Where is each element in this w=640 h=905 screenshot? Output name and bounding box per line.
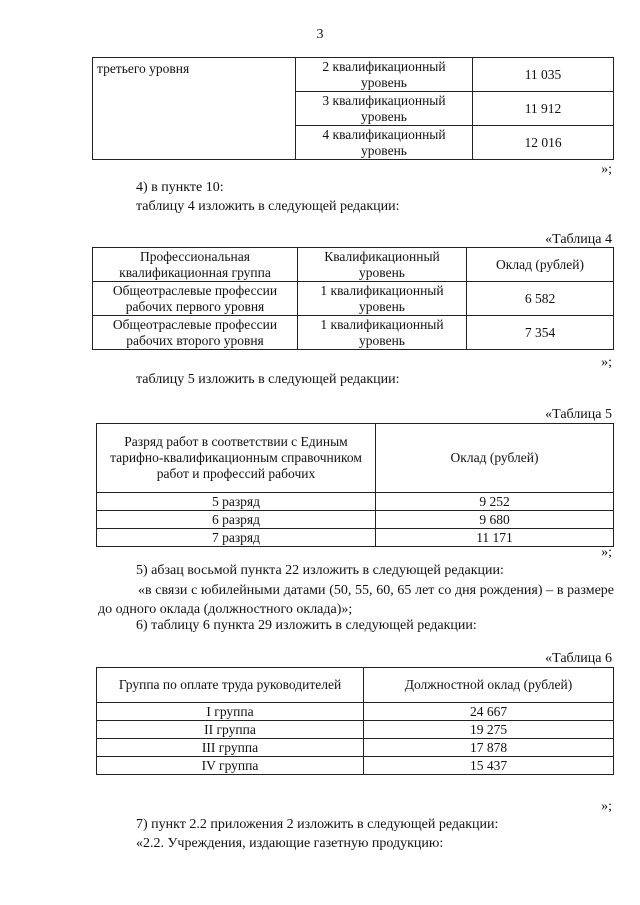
closing-quote: »; [601, 545, 612, 560]
table-cell-salary: 11 171 [376, 529, 614, 547]
table-row [97, 703, 614, 721]
closing-quote: »; [601, 799, 612, 814]
table-header: Должностной оклад (рублей) [364, 668, 614, 703]
table-cell-group: IV группа [97, 757, 364, 775]
table-header: Квалификационный уровень [298, 248, 467, 282]
table-header: Оклад (рублей) [376, 424, 614, 493]
table-header: Группа по оплате труда руководителей [97, 668, 364, 703]
table-cell-salary: 9 680 [376, 511, 614, 529]
table-cell-level: 1 квалификационный уровень [298, 316, 467, 350]
closing-quote: »; [601, 162, 612, 177]
table-3-continuation [92, 57, 614, 160]
table-cell-salary: 9 252 [376, 493, 614, 511]
table-cell-level: 2 квалификационный уровень [296, 58, 473, 92]
table-row [97, 511, 614, 529]
table-cell-group: третьего уровня [93, 58, 296, 160]
table-header: Разряд работ в соответствии с Единым тарифно-квалификационным справочником работ и профессий рабочих [97, 424, 376, 493]
table-5-intro: таблицу 5 изложить в следующей редакции: [136, 372, 400, 387]
table-row [97, 721, 614, 739]
item-5-heading: 5) абзац восьмой пункта 22 изложить в следующей редакции: [136, 563, 504, 578]
table-row [93, 316, 614, 350]
table-cell-salary: 11 912 [473, 92, 614, 126]
table-cell-group: Общеотраслевые профессии рабочих первого уровня [93, 282, 298, 316]
table-6-caption: «Таблица 6 [545, 651, 612, 666]
item-4-text: таблицу 4 изложить в следующей редакции: [136, 199, 400, 214]
item-7-heading: 7) пункт 2.2 приложения 2 изложить в следующей редакции: [136, 817, 499, 832]
table-cell-salary: 7 354 [467, 316, 614, 350]
item-7-quote: «2.2. Учреждения, издающие газетную продукцию: [136, 836, 444, 851]
closing-quote: »; [601, 355, 612, 370]
table-cell-level: 4 квалификационный уровень [296, 126, 473, 160]
table-cell-group: II группа [97, 721, 364, 739]
table-5-caption: «Таблица 5 [545, 407, 612, 422]
table-row [97, 757, 614, 775]
table-4 [92, 247, 614, 350]
table-cell-salary: 17 878 [364, 739, 614, 757]
table-header: Профессиональная квалификационная группа [93, 248, 298, 282]
table-cell-salary: 12 016 [473, 126, 614, 160]
table-cell-salary: 6 582 [467, 282, 614, 316]
table-cell-salary: 19 275 [364, 721, 614, 739]
item-5-quote: «в связи с юбилейными датами (50, 55, 60, 65 лет со дня рождения) – в размере до одного оклада (должностного оклада)»; [98, 583, 614, 617]
item-4-heading: 4) в пункте 10: [136, 180, 224, 195]
table-6 [96, 667, 614, 775]
table-row [97, 493, 614, 511]
table-cell-group: III группа [97, 739, 364, 757]
table-row [93, 282, 614, 316]
table-cell-group: I группа [97, 703, 364, 721]
table-cell-level: 1 квалификационный уровень [298, 282, 467, 316]
table-cell-level: 3 квалификационный уровень [296, 92, 473, 126]
table-cell-grade: 5 разряд [97, 493, 376, 511]
table-row [97, 529, 614, 547]
table-cell-group: Общеотраслевые профессии рабочих второго уровня [93, 316, 298, 350]
table-cell-salary: 11 035 [473, 58, 614, 92]
table-4-caption: «Таблица 4 [545, 232, 612, 247]
table-cell-salary: 15 437 [364, 757, 614, 775]
item-6-heading: 6) таблицу 6 пункта 29 изложить в следующей редакции: [136, 618, 477, 633]
table-cell-grade: 7 разряд [97, 529, 376, 547]
page-number: 3 [316, 27, 324, 42]
table-5 [96, 423, 614, 547]
table-header: Оклад (рублей) [467, 248, 614, 282]
table-cell-salary: 24 667 [364, 703, 614, 721]
table-cell-grade: 6 разряд [97, 511, 376, 529]
table-row [97, 739, 614, 757]
